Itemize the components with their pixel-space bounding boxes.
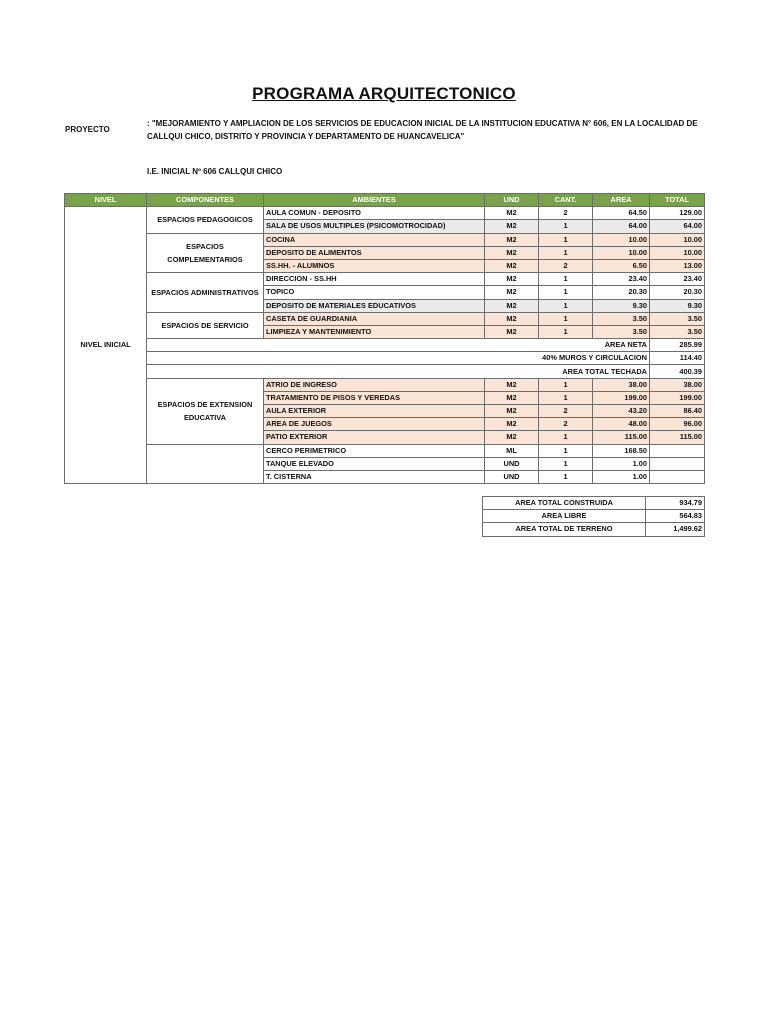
und-cell: M2 [485,299,539,312]
subtotal-label: AREA TOTAL TECHADA [147,365,650,378]
summary-value: 564.83 [646,510,705,523]
cant-cell: 2 [539,207,593,220]
subtotal-row [65,365,705,378]
und-cell: M2 [485,259,539,272]
cant-cell: 1 [539,457,593,470]
area-cell: 115.00 [593,431,650,444]
und-cell: M2 [485,418,539,431]
group-servicio: ESPACIOS DE SERVICIO [147,312,264,338]
subtotal-value: 285.99 [650,339,705,352]
cant-cell: 1 [539,220,593,233]
ambiente-cell: TOPICO [264,286,485,299]
ambiente-cell: SS.HH. - ALUMNOS [264,259,485,272]
area-cell: 38.00 [593,378,650,391]
program-table [64,193,705,484]
cant-cell: 1 [539,246,593,259]
proyecto-label: PROYECTO [65,125,110,134]
ambiente-cell: T. CISTERNA [264,470,485,483]
total-cell: 96.00 [650,418,705,431]
subtotal-row [65,339,705,352]
table-header-row [65,194,705,207]
cant-cell: 2 [539,418,593,431]
cant-cell: 1 [539,444,593,457]
cant-cell: 2 [539,259,593,272]
total-cell: 64.00 [650,220,705,233]
table-row [65,207,705,220]
und-cell: M2 [485,312,539,325]
total-cell: 13.00 [650,259,705,272]
total-cell: 23.40 [650,273,705,286]
ambiente-cell: LIMPIEZA Y MANTENIMIENTO [264,325,485,338]
area-cell: 1.00 [593,470,650,483]
group-extension: ESPACIOS DE EXTENSION EDUCATIVA [147,378,264,444]
group-empty [147,444,264,484]
area-cell: 3.50 [593,325,650,338]
cant-cell: 1 [539,312,593,325]
subtotal-value: 400.39 [650,365,705,378]
cant-cell: 1 [539,233,593,246]
und-cell: M2 [485,325,539,338]
total-cell: 115.00 [650,431,705,444]
total-cell: 10.00 [650,233,705,246]
ambiente-cell: COCINA [264,233,485,246]
institution-name: I.E. INICIAL Nº 606 CALLQUI CHICO [147,167,283,176]
und-cell: M2 [485,405,539,418]
ambiente-cell: AULA EXTERIOR [264,405,485,418]
total-cell: 3.50 [650,312,705,325]
und-cell: M2 [485,220,539,233]
ambiente-cell: PATIO EXTERIOR [264,431,485,444]
ambiente-cell: ATRIO DE INGRESO [264,378,485,391]
area-cell: 9.30 [593,299,650,312]
total-cell: 38.00 [650,378,705,391]
area-cell: 1.00 [593,457,650,470]
header-nivel: NIVEL [65,194,147,207]
group-complementarios: ESPACIOS COMPLEMENTARIOS [147,233,264,273]
cant-cell: 1 [539,378,593,391]
header-cant: CANT. [539,194,593,207]
und-cell: UND [485,470,539,483]
total-cell: 86.40 [650,405,705,418]
total-cell [650,470,705,483]
subtotal-label: AREA NETA [147,339,650,352]
ambiente-cell: TRATAMIENTO DE PISOS Y VEREDAS [264,391,485,404]
proyecto-line-2: CALLQUI CHICO, DISTRITO Y PROVINCIA Y DEPARTAMENTO DE HUANCAVELICA" [147,132,465,141]
ambiente-cell: DEPOSITO DE ALIMENTOS [264,246,485,259]
cant-cell: 2 [539,405,593,418]
area-cell: 20.30 [593,286,650,299]
summary-value: 1,499.62 [646,523,705,536]
area-cell: 43.20 [593,405,650,418]
area-cell: 64.50 [593,207,650,220]
total-cell: 129.00 [650,207,705,220]
ambiente-cell: SALA DE USOS MULTIPLES (PSICOMOTROCIDAD) [264,220,485,233]
cant-cell: 1 [539,431,593,444]
area-cell: 6.50 [593,259,650,272]
und-cell: M2 [485,378,539,391]
area-cell: 10.00 [593,233,650,246]
cant-cell: 1 [539,273,593,286]
und-cell: M2 [485,273,539,286]
und-cell: M2 [485,207,539,220]
area-cell: 3.50 [593,312,650,325]
area-cell: 199.00 [593,391,650,404]
summary-table [482,496,705,537]
cant-cell: 1 [539,286,593,299]
table-row [65,273,705,286]
summary-value: 934.79 [646,497,705,510]
summary-label: AREA TOTAL CONSTRUIDA [483,497,646,510]
total-cell: 199.00 [650,391,705,404]
total-cell: 9.30 [650,299,705,312]
header-area: AREA [593,194,650,207]
area-cell: 64.00 [593,220,650,233]
und-cell: M2 [485,431,539,444]
summary-label: AREA TOTAL DE TERRENO [483,523,646,536]
und-cell: M2 [485,246,539,259]
subtotal-label: 40% MUROS Y CIRCULACION [147,352,650,365]
table-row [65,312,705,325]
ambiente-cell: AREA DE JUEGOS [264,418,485,431]
subtotal-row [65,352,705,365]
nivel-cell: NIVEL INICIAL [65,207,147,484]
summary-row [483,523,705,536]
group-pedagogicos: ESPACIOS PEDAGOGICOS [147,207,264,233]
summary-row [483,497,705,510]
summary-row [483,510,705,523]
header-componentes: COMPONENTES [147,194,264,207]
header-ambientes: AMBIENTES [264,194,485,207]
total-cell: 10.00 [650,246,705,259]
ambiente-cell: CASETA DE GUARDIANIA [264,312,485,325]
area-cell: 48.00 [593,418,650,431]
ambiente-cell: DIRECCION - SS.HH [264,273,485,286]
total-cell [650,444,705,457]
und-cell: ML [485,444,539,457]
ambiente-cell: TANQUE ELEVADO [264,457,485,470]
cant-cell: 1 [539,325,593,338]
ambiente-cell: DEPOSITO DE MATERIALES EDUCATIVOS [264,299,485,312]
und-cell: M2 [485,391,539,404]
und-cell: M2 [485,286,539,299]
table-row [65,233,705,246]
proyecto-line-1: : "MEJORAMIENTO Y AMPLIACION DE LOS SERVICIOS DE EDUCACION INICIAL DE LA INSTITUCION EDUCATIVA N° 606, EN LA LOCALIDAD DE [147,119,698,128]
cant-cell: 1 [539,299,593,312]
total-cell [650,457,705,470]
total-cell: 3.50 [650,325,705,338]
proyecto-description [147,117,707,143]
header-und: UND [485,194,539,207]
und-cell: UND [485,457,539,470]
ambiente-cell: AULA COMUN - DEPOSITO [264,207,485,220]
table-row [65,444,705,457]
summary-label: AREA LIBRE [483,510,646,523]
total-cell: 20.30 [650,286,705,299]
header-total: TOTAL [650,194,705,207]
cant-cell: 1 [539,470,593,483]
cant-cell: 1 [539,391,593,404]
area-cell: 168.50 [593,444,650,457]
subtotal-value: 114.40 [650,352,705,365]
area-cell: 10.00 [593,246,650,259]
table-row [65,378,705,391]
und-cell: M2 [485,233,539,246]
ambiente-cell: CERCO PERIMETRICO [264,444,485,457]
group-administrativos: ESPACIOS ADMINISTRATIVOS [147,273,264,313]
area-cell: 23.40 [593,273,650,286]
page-title: PROGRAMA ARQUITECTONICO [252,84,516,103]
